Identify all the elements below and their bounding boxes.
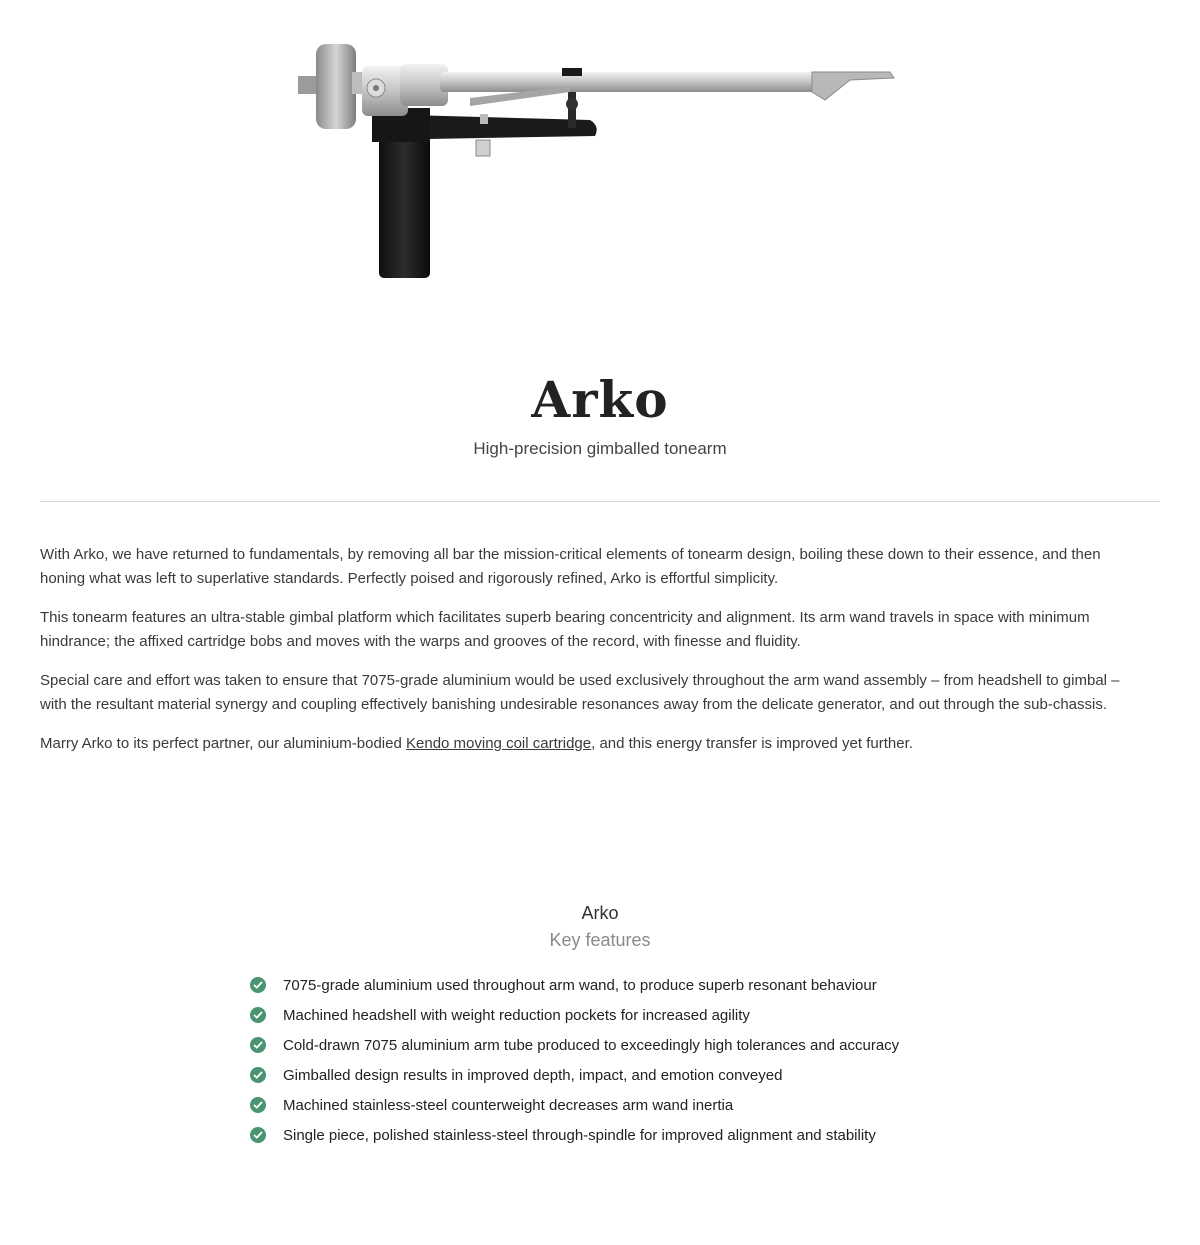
check-circle-icon xyxy=(250,1097,266,1113)
description-paragraph: With Arko, we have returned to fundamentals, by removing all bar the mission-critical elements of tonearm design, boiling these down to their essence, and then honing what was left to superlative standards. Perfectly poised and rigorously refined, Arko is effortful simplicity. xyxy=(40,546,1101,587)
feature-text: Single piece, polished stainless-steel through-spindle for improved alignment and stability xyxy=(283,1126,876,1144)
features-heading: Key features xyxy=(549,930,651,950)
feature-item xyxy=(250,970,970,1000)
feature-text: Machined headshell with weight reduction pockets for increased agility xyxy=(283,1006,750,1024)
feature-text: Cold-drawn 7075 aluminium arm tube produced to exceedingly high tolerances and accuracy xyxy=(283,1036,900,1054)
check-circle-icon xyxy=(250,1127,266,1143)
description-paragraph: Special care and effort was taken to ensure that 7075-grade aluminium would be used exclusively throughout the arm wand assembly – from headshell to gimbal – with the resultant material synergy and coupling effectively banishing undesirable resonances away from the delicate generator, and out through the sub-chassis. xyxy=(40,672,1120,713)
section-divider xyxy=(40,501,1160,502)
description-paragraph: This tonearm features an ultra-stable gimbal platform which facilitates superb bearing concentricity and alignment. Its arm wand travels in space with minimum hindrance; the affixed cartridge bobs and moves with the warps and grooves of the record, with finesse and fluidity. xyxy=(40,609,1090,650)
check-circle-icon xyxy=(250,977,266,993)
feature-item xyxy=(250,1000,970,1030)
check-circle-icon xyxy=(250,1007,266,1023)
check-circle-icon xyxy=(250,1067,266,1083)
product-description xyxy=(40,543,1120,771)
features-product-name: Arko xyxy=(581,903,619,923)
feature-text: Gimballed design results in improved depth, impact, and emotion conveyed xyxy=(283,1066,783,1084)
product-tagline: High-precision gimballed tonearm xyxy=(473,439,727,458)
hero-section xyxy=(0,0,1200,320)
description-paragraph-last xyxy=(40,732,1120,756)
paragraph-text: , and this energy transfer is improved yet further. xyxy=(591,735,913,752)
feature-item xyxy=(250,1120,970,1150)
product-title: Arko xyxy=(531,370,669,429)
product-title-block xyxy=(0,370,1200,460)
feature-item xyxy=(250,1090,970,1120)
kendo-cartridge-link[interactable]: Kendo moving coil cartridge xyxy=(406,735,592,752)
feature-text: 7075-grade aluminium used throughout arm wand, to produce superb resonant behaviour xyxy=(283,976,877,994)
feature-item xyxy=(250,1030,970,1060)
check-circle-icon xyxy=(250,1037,266,1053)
key-features-section xyxy=(0,900,1200,1144)
feature-item xyxy=(250,1060,970,1090)
features-list xyxy=(250,970,970,1150)
paragraph-text: Marry Arko to its perfect partner, our aluminium-bodied xyxy=(40,735,406,752)
tonearm-product-image xyxy=(290,36,910,286)
feature-text: Machined stainless-steel counterweight decreases arm wand inertia xyxy=(283,1096,734,1114)
